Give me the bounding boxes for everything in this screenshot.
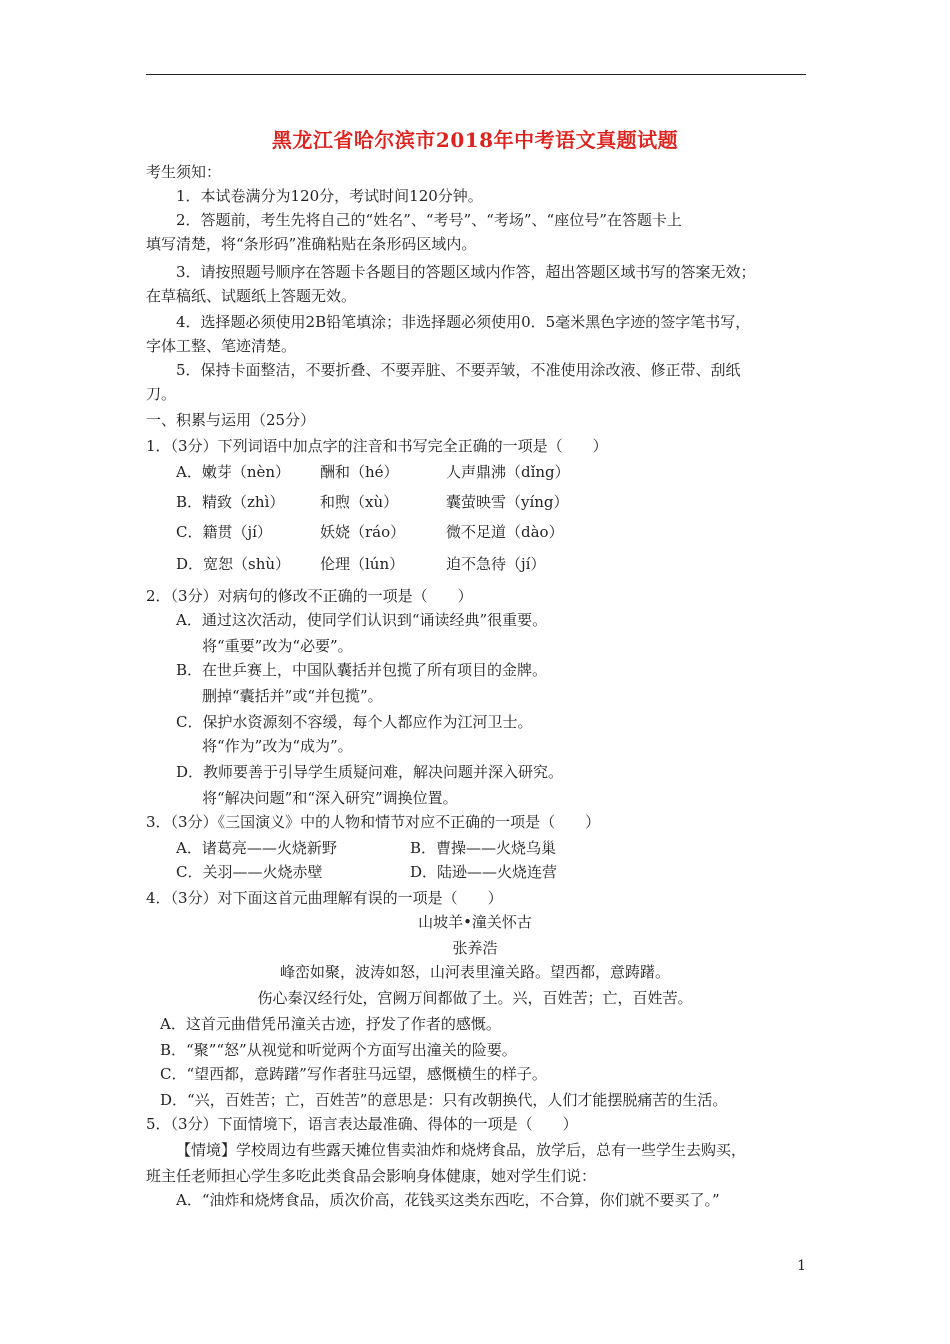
option-row [0, 554, 950, 574]
notice-line: 字体工整、笔迹清楚。 [146, 337, 297, 355]
question-stem: 1．（3分）下列词语中加点字的注音和书写完全正确的一项是（ ） [146, 437, 608, 455]
option-line: B．在世乒赛上，中国队囊括并包揽了所有项目的金牌。 [176, 661, 548, 679]
notice-heading: 考生须知： [146, 163, 222, 181]
option-line: C．保护水资源刻不容缓，每个人都应作为江河卫士。 [176, 713, 533, 731]
option-cell: 人声鼎沸（dǐng） [446, 463, 570, 481]
option-cell: B．精致（zhì） [176, 493, 285, 511]
option-row [0, 522, 950, 542]
notice-line: 4．选择题必须使用2B铅笔填涂；非选择题必须使用0．5毫米黑色字迹的签字笔书写， [176, 313, 751, 331]
notice-line: 刀。 [146, 385, 177, 403]
poem-line: 峰峦如聚，波涛如怒，山河表里潼关路。望西都，意踌躇。 [279, 963, 670, 981]
notice-line: 5．保持卡面整洁，不要折叠、不要弄脏、不要弄皱，不准使用涂改液、修正带、刮纸 [176, 361, 741, 379]
poem-author: 张养浩 [452, 939, 498, 957]
option-cell: D．宽恕（shù） [176, 555, 291, 573]
poem-line: 伤心秦汉经行处，宫阙万间都做了土。兴，百姓苦；亡，百姓苦。 [257, 989, 693, 1007]
option-cell: C．籍贯（jí） [176, 523, 272, 541]
option-cell: 微不足道（dào） [446, 523, 564, 541]
notice-line: 在草稿纸、试题纸上答题无效。 [146, 287, 357, 305]
notice-line: 填写清楚，将“条形码”准确粘贴在条形码区域内。 [146, 235, 477, 253]
option-line: A．“油炸和烧烤食品，质次价高，花钱买这类东西吃，不合算，你们就不要买了。” [176, 1191, 720, 1209]
option-line: D．“兴，百姓苦；亡，百姓苦”的意思是：只有改朝换代，人们才能摆脱痛苦的生活。 [160, 1091, 728, 1109]
option-line: C．“望西都，意踌躇”写作者驻马远望，感慨横生的样子。 [160, 1065, 547, 1083]
option-line: 将“作为”改为“成为”。 [202, 737, 353, 755]
option-line: 删掉“囊括并”或“并包揽”。 [202, 687, 383, 705]
notice-line: 2．答题前，考生先将自己的“姓名”、“考号”、“考场”、“座位号”在答题卡上 [176, 211, 682, 229]
question-stem: 4．（3分）对下面这首元曲理解有误的一项是（ ） [146, 889, 503, 907]
option-cell: D．陆逊——火烧连营 [410, 863, 558, 881]
option-cell: 伦理（lún） [320, 555, 405, 573]
context-line: 班主任老师担心学生多吃此类食品会影响身体健康，她对学生们说： [146, 1167, 597, 1185]
option-line: 将“解决问题”和“深入研究”调换位置。 [202, 789, 458, 807]
poem-title: 山坡羊•潼关怀古 [418, 913, 532, 931]
notice-line: 1．本试卷满分为120分，考试时间120分钟。 [176, 187, 483, 205]
section-heading: 一、积累与运用（25分） [146, 411, 316, 429]
page-title: 黑龙江省哈尔滨市2018年中考语文真题试题 [271, 128, 679, 152]
option-cell: 妖娆（ráo） [320, 523, 406, 541]
question-stem: 3．（3分）《三国演义》中的人物和情节对应不正确的一项是（ ） [146, 813, 601, 831]
option-line: A．这首元曲借凭吊潼关古迹，抒发了作者的感慨。 [160, 1015, 501, 1033]
page-number: 1 [797, 1258, 806, 1274]
option-row [0, 838, 950, 858]
option-cell: 迫不急待（jí） [446, 555, 546, 573]
question-stem: 2．（3分）对病句的修改不正确的一项是（ ） [146, 587, 473, 605]
option-cell: C．关羽——火烧赤壁 [176, 863, 323, 881]
question-stem: 5．（3分）下面情境下，语言表达最准确、得体的一项是（ ） [146, 1115, 578, 1133]
option-row [0, 862, 950, 882]
notice-line: 3．请按照题号顺序在答题卡各题目的答题区域内作答，超出答题区域书写的答案无效； [176, 263, 756, 281]
option-cell: A．嫩芽（nèn） [176, 463, 291, 481]
header-rule [146, 74, 806, 75]
option-row [0, 462, 950, 482]
option-cell: B．曹操——火烧乌巢 [410, 839, 557, 857]
option-line: A．通过这次活动，使同学们认识到“诵读经典”很重要。 [176, 611, 548, 629]
option-line: D．教师要善于引导学生质疑问难，解决问题并深入研究。 [176, 763, 564, 781]
option-row [0, 492, 950, 512]
option-cell: 囊萤映雪（yíng） [446, 493, 569, 511]
option-cell: 和煦（xù） [320, 493, 399, 511]
option-cell: A．诸葛亮——火烧新野 [176, 839, 337, 857]
option-line: B．“聚”“怒”从视觉和听觉两个方面写出潼关的险要。 [160, 1041, 517, 1059]
option-line: 将“重要”改为“必要”。 [202, 637, 353, 655]
option-cell: 酬和（hé） [320, 463, 399, 481]
context-line: 【情境】学校周边有些露天摊位售卖油炸和烧烤食品，放学后，总有一些学生去购买， [176, 1141, 747, 1159]
